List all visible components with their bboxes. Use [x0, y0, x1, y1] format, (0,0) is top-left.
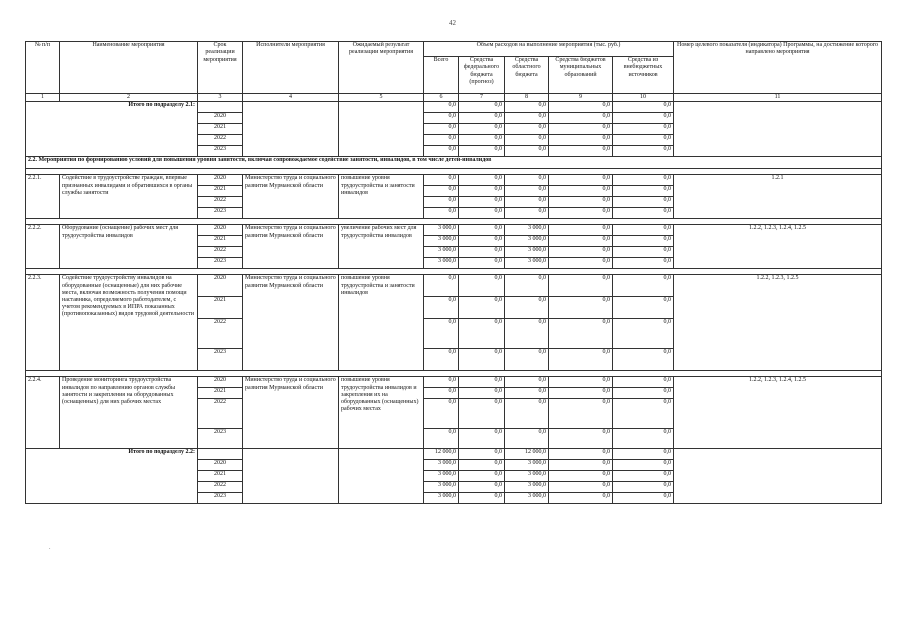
extrabudget-value: 0,0 — [613, 388, 674, 399]
total-value: 0,0 — [424, 124, 459, 135]
item-executor: Министерство труда и социального развития Мурманской области — [243, 377, 339, 449]
item-row — [26, 275, 882, 297]
header-indicator: Номер целевого показателя (индикатора) Программы, на достижение которого направлено мероприятия — [674, 42, 882, 94]
item-name: Проведение мониторинга трудоустройства инвалидов по направлению органов службы занятости и закрепления на оборудованных (оснащенных) для них рабочих местах — [60, 377, 198, 449]
column-number: 3 — [198, 94, 243, 102]
extrabudget-value: 0,0 — [613, 124, 674, 135]
federal-value: 0,0 — [459, 449, 505, 460]
total-value: 0,0 — [424, 377, 459, 388]
extrabudget-value: 0,0 — [613, 102, 674, 113]
total-value: 0,0 — [424, 429, 459, 449]
total-value: 0,0 — [424, 186, 459, 197]
year-cell: 2022 — [198, 319, 243, 349]
total-value: 0,0 — [424, 175, 459, 186]
regional-value: 3 000,0 — [505, 460, 549, 471]
regional-value: 0,0 — [505, 197, 549, 208]
federal-value: 0,0 — [459, 275, 505, 297]
total-value: 3 000,0 — [424, 236, 459, 247]
year-cell: 2020 — [198, 113, 243, 124]
federal-value: 0,0 — [459, 102, 505, 113]
item-number: 2.2.2. — [26, 225, 60, 269]
regional-value: 0,0 — [505, 113, 549, 124]
total-value: 0,0 — [424, 297, 459, 319]
federal-value: 0,0 — [459, 135, 505, 146]
regional-value: 0,0 — [505, 146, 549, 157]
year-cell: 2023 — [198, 146, 243, 157]
header-name: Наименование мероприятия — [60, 42, 198, 94]
extrabudget-value: 0,0 — [613, 186, 674, 197]
municipal-value: 0,0 — [549, 197, 613, 208]
total-value: 0,0 — [424, 113, 459, 124]
total-row — [26, 449, 882, 460]
municipal-value: 0,0 — [549, 471, 613, 482]
extrabudget-value: 0,0 — [613, 146, 674, 157]
column-number: 1 — [26, 94, 60, 102]
municipal-value: 0,0 — [549, 186, 613, 197]
total-row — [26, 102, 882, 113]
column-numbers-row — [26, 94, 882, 102]
extrabudget-value: 0,0 — [613, 319, 674, 349]
header-num: № п/п — [26, 42, 60, 94]
federal-value: 0,0 — [459, 175, 505, 186]
municipal-value: 0,0 — [549, 275, 613, 297]
year-cell: 2020 — [198, 175, 243, 186]
total-value: 3 000,0 — [424, 471, 459, 482]
item-name: Оборудование (оснащение) рабочих мест для трудоустройства инвалидов — [60, 225, 198, 269]
federal-value: 0,0 — [459, 388, 505, 399]
regional-value: 0,0 — [505, 388, 549, 399]
municipal-value: 0,0 — [549, 258, 613, 269]
item-result: повышение уровня трудоустройства инвалидов и закрепления их на оборудованных (оснащенных) рабочих местах — [339, 377, 424, 449]
regional-value: 0,0 — [505, 429, 549, 449]
extrabudget-value: 0,0 — [613, 449, 674, 460]
regional-value: 0,0 — [505, 349, 549, 371]
stray-mark: . — [49, 545, 51, 551]
total-value: 0,0 — [424, 349, 459, 371]
column-number: 7 — [459, 94, 505, 102]
header-term: Срок реализации мероприятия — [198, 42, 243, 94]
municipal-value: 0,0 — [549, 124, 613, 135]
total-value: 3 000,0 — [424, 258, 459, 269]
regional-value: 3 000,0 — [505, 247, 549, 258]
regional-value: 0,0 — [505, 186, 549, 197]
regional-value: 0,0 — [505, 377, 549, 388]
federal-value: 0,0 — [459, 349, 505, 371]
item-number: 2.2.4. — [26, 377, 60, 449]
municipal-value: 0,0 — [549, 135, 613, 146]
total-value: 0,0 — [424, 146, 459, 157]
year-cell: 2022 — [198, 247, 243, 258]
municipal-value: 0,0 — [549, 175, 613, 186]
item-name: Содействие трудоустройству инвалидов на оборудованные (оснащенные) для них рабочие места, включая возможность получения помощи наставника, определяемого работодателем, с учетом рекомендуемых в ИПРА показанных (противопоказанных) видов трудовой деятельности — [60, 275, 198, 371]
municipal-value: 0,0 — [549, 236, 613, 247]
municipal-value: 0,0 — [549, 429, 613, 449]
item-row — [26, 225, 882, 236]
federal-value: 0,0 — [459, 247, 505, 258]
municipal-value: 0,0 — [549, 146, 613, 157]
extrabudget-value: 0,0 — [613, 377, 674, 388]
year-cell: 2022 — [198, 197, 243, 208]
total-value: 0,0 — [424, 319, 459, 349]
federal-value: 0,0 — [459, 236, 505, 247]
regional-value: 3 000,0 — [505, 471, 549, 482]
regional-value: 0,0 — [505, 102, 549, 113]
table-body — [26, 102, 882, 504]
extrabudget-value: 0,0 — [613, 429, 674, 449]
federal-value: 0,0 — [459, 186, 505, 197]
regional-value: 3 000,0 — [505, 493, 549, 504]
year-cell: 2020 — [198, 225, 243, 236]
section-row — [26, 157, 882, 169]
municipal-value: 0,0 — [549, 493, 613, 504]
year-cell: 2023 — [198, 349, 243, 371]
table-header — [26, 42, 882, 102]
year-cell: 2021 — [198, 186, 243, 197]
year-cell: 2022 — [198, 399, 243, 429]
year-cell: 2021 — [198, 236, 243, 247]
regional-value: 12 000,0 — [505, 449, 549, 460]
regional-value: 0,0 — [505, 275, 549, 297]
year-cell: 2021 — [198, 471, 243, 482]
year-cell: 2023 — [198, 493, 243, 504]
regional-value: 0,0 — [505, 399, 549, 429]
total-value: 3 000,0 — [424, 225, 459, 236]
extrabudget-value: 0,0 — [613, 113, 674, 124]
municipal-value: 0,0 — [549, 113, 613, 124]
header-result: Ожидаемый результат реализации мероприятия — [339, 42, 424, 94]
item-name: Содействие в трудоустройстве граждан, впервые признанных инвалидами и обратившихся в органы службы занятости — [60, 175, 198, 219]
item-row — [26, 175, 882, 186]
extrabudget-value: 0,0 — [613, 175, 674, 186]
federal-value: 0,0 — [459, 399, 505, 429]
total-value: 3 000,0 — [424, 493, 459, 504]
item-number: 2.2.3. — [26, 275, 60, 371]
year-cell: 2022 — [198, 482, 243, 493]
executor-empty — [243, 449, 339, 504]
item-indicator: 1.2.2, 1.2.3, 1.2.4, 1.2.5 — [674, 225, 882, 269]
municipal-value: 0,0 — [549, 388, 613, 399]
regional-value: 0,0 — [505, 135, 549, 146]
year-cell: 2021 — [198, 297, 243, 319]
year-cell: 2023 — [198, 429, 243, 449]
regional-value: 3 000,0 — [505, 236, 549, 247]
year-cell: 2020 — [198, 460, 243, 471]
regional-value: 0,0 — [505, 208, 549, 219]
extrabudget-value: 0,0 — [613, 275, 674, 297]
extrabudget-value: 0,0 — [613, 208, 674, 219]
extrabudget-value: 0,0 — [613, 135, 674, 146]
municipal-value: 0,0 — [549, 460, 613, 471]
total-value: 0,0 — [424, 275, 459, 297]
item-result: повышение уровня трудоустройства и занятости инвалидов — [339, 275, 424, 371]
total-value: 3 000,0 — [424, 460, 459, 471]
item-number: 2.2.1. — [26, 175, 60, 219]
item-indicator: 1.2.2, 1.2.3, 1.2.5 — [674, 275, 882, 371]
municipal-value: 0,0 — [549, 102, 613, 113]
total-value: 0,0 — [424, 135, 459, 146]
section-title: 2.2. Мероприятия по формированию условий для повышения уровня занятости, включая сопровождаемое содействие занятости, инвалидов, в том числе детей-инвалидов — [26, 157, 882, 169]
indicator-empty — [674, 102, 882, 157]
extrabudget-value: 0,0 — [613, 349, 674, 371]
federal-value: 0,0 — [459, 258, 505, 269]
total-value: 0,0 — [424, 102, 459, 113]
extrabudget-value: 0,0 — [613, 460, 674, 471]
regional-value: 0,0 — [505, 319, 549, 349]
column-number: 6 — [424, 94, 459, 102]
total-value: 0,0 — [424, 399, 459, 429]
regional-value: 0,0 — [505, 175, 549, 186]
federal-value: 0,0 — [459, 471, 505, 482]
federal-value: 0,0 — [459, 429, 505, 449]
column-number: 2 — [60, 94, 198, 102]
item-executor: Министерство труда и социального развития Мурманской области — [243, 175, 339, 219]
total-value: 12 000,0 — [424, 449, 459, 460]
item-result: повышение уровня трудоустройства и занятости инвалидов — [339, 175, 424, 219]
header-regional: Средства областного бюджета — [505, 57, 549, 94]
municipal-value: 0,0 — [549, 377, 613, 388]
extrabudget-value: 0,0 — [613, 258, 674, 269]
header-total: Всего — [424, 57, 459, 94]
header-volume: Объем расходов на выполнение мероприятия (тыс. руб.) — [424, 42, 674, 57]
municipal-value: 0,0 — [549, 208, 613, 219]
municipal-value: 0,0 — [549, 297, 613, 319]
extrabudget-value: 0,0 — [613, 493, 674, 504]
federal-value: 0,0 — [459, 482, 505, 493]
federal-value: 0,0 — [459, 493, 505, 504]
year-cell: 2023 — [198, 208, 243, 219]
municipal-value: 0,0 — [549, 225, 613, 236]
regional-value: 0,0 — [505, 124, 549, 135]
federal-value: 0,0 — [459, 460, 505, 471]
header-extrabudget: Средства из внебюджетных источников — [613, 57, 674, 94]
regional-value: 3 000,0 — [505, 482, 549, 493]
indicator-empty — [674, 449, 882, 504]
executor-empty — [243, 102, 339, 157]
municipal-value: 0,0 — [549, 449, 613, 460]
municipal-value: 0,0 — [549, 247, 613, 258]
year-cell: 2020 — [198, 275, 243, 297]
column-number: 4 — [243, 94, 339, 102]
column-number: 10 — [613, 94, 674, 102]
result-empty — [339, 449, 424, 504]
item-executor: Министерство труда и социального развития Мурманской области — [243, 275, 339, 371]
extrabudget-value: 0,0 — [613, 247, 674, 258]
year-cell — [198, 449, 243, 460]
year-cell: 2021 — [198, 388, 243, 399]
year-cell: 2020 — [198, 377, 243, 388]
municipal-value: 0,0 — [549, 482, 613, 493]
extrabudget-value: 0,0 — [613, 399, 674, 429]
municipal-value: 0,0 — [549, 399, 613, 429]
federal-value: 0,0 — [459, 319, 505, 349]
federal-value: 0,0 — [459, 197, 505, 208]
federal-value: 0,0 — [459, 113, 505, 124]
federal-value: 0,0 — [459, 146, 505, 157]
column-number: 8 — [505, 94, 549, 102]
federal-value: 0,0 — [459, 297, 505, 319]
year-cell: 2022 — [198, 135, 243, 146]
extrabudget-value: 0,0 — [613, 471, 674, 482]
item-indicator: 1.2.2, 1.2.3, 1.2.4, 1.2.5 — [674, 377, 882, 449]
header-municipal: Средства бюджетов муниципальных образований — [549, 57, 613, 94]
federal-value: 0,0 — [459, 225, 505, 236]
header-executors: Исполнители мероприятия — [243, 42, 339, 94]
extrabudget-value: 0,0 — [613, 197, 674, 208]
column-number: 11 — [674, 94, 882, 102]
regional-value: 0,0 — [505, 297, 549, 319]
year-cell: 2023 — [198, 258, 243, 269]
result-empty — [339, 102, 424, 157]
item-indicator: 1.2.1 — [674, 175, 882, 219]
subtotal-label: Итого по подразделу 2.1: — [26, 102, 198, 157]
year-cell — [198, 102, 243, 113]
extrabudget-value: 0,0 — [613, 482, 674, 493]
municipal-value: 0,0 — [549, 349, 613, 371]
page-number: 42 — [449, 19, 456, 27]
municipal-value: 0,0 — [549, 319, 613, 349]
extrabudget-value: 0,0 — [613, 297, 674, 319]
regional-value: 3 000,0 — [505, 225, 549, 236]
item-result: увеличение рабочих мест для трудоустройства инвалидов — [339, 225, 424, 269]
year-cell: 2021 — [198, 124, 243, 135]
column-number: 9 — [549, 94, 613, 102]
extrabudget-value: 0,0 — [613, 225, 674, 236]
total-value: 0,0 — [424, 388, 459, 399]
header-federal: Средства федерального бюджета (прогноз) — [459, 57, 505, 94]
total-value: 0,0 — [424, 197, 459, 208]
budget-table — [25, 41, 882, 504]
federal-value: 0,0 — [459, 124, 505, 135]
subtotal-label: Итого по подразделу 2.2: — [26, 449, 198, 504]
regional-value: 3 000,0 — [505, 258, 549, 269]
total-value: 0,0 — [424, 208, 459, 219]
item-executor: Министерство труда и социального развития Мурманской области — [243, 225, 339, 269]
federal-value: 0,0 — [459, 208, 505, 219]
federal-value: 0,0 — [459, 377, 505, 388]
total-value: 3 000,0 — [424, 482, 459, 493]
column-number: 5 — [339, 94, 424, 102]
item-row — [26, 377, 882, 388]
total-value: 3 000,0 — [424, 247, 459, 258]
extrabudget-value: 0,0 — [613, 236, 674, 247]
